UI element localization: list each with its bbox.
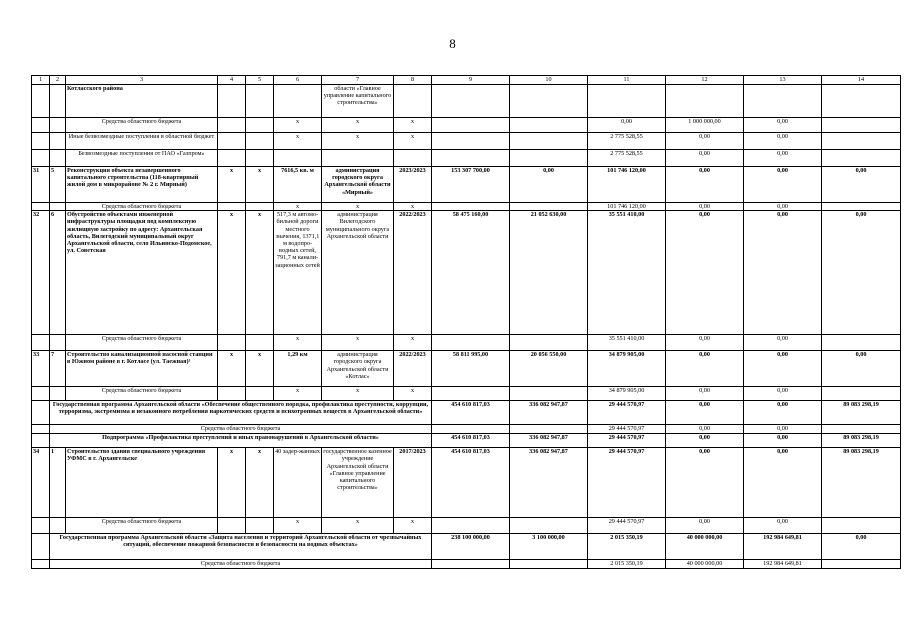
column-number: 13 (744, 76, 822, 85)
column-number: 3 (66, 76, 218, 85)
amount-cell: 0,00 (666, 133, 744, 150)
amount-cell: 0,00 (744, 425, 822, 434)
amount-cell: 29 444 570,97 (588, 425, 666, 434)
amount-cell: 40 000 000,00 (666, 534, 744, 560)
customer-org: государственное казенное учреждение Архангельской области «Главное управление капитального строительства» (322, 448, 394, 518)
amount-cell: 0,00 (744, 401, 822, 425)
cell-x: x (394, 387, 432, 401)
row-subnumber: 6 (50, 211, 66, 335)
amount-cell: 153 307 700,00 (432, 167, 510, 203)
cell-x: x (246, 351, 274, 387)
cell-x: x (274, 118, 322, 133)
program-title: Государственная программа Архангельской области «Обеспечение общественного порядка, профилактика преступности, коррупции, терроризма, экстремизма и незаконного потребления наркотических средств и психотропных веществ в Архангельской области» (50, 401, 432, 425)
amount-cell: 89 083 298,19 (822, 401, 901, 425)
table-row (32, 534, 901, 560)
amount-cell: 34 879 905,00 (588, 387, 666, 401)
funding-source: Средства областного бюджета (66, 387, 218, 401)
amount-cell: 35 551 410,00 (588, 211, 666, 335)
cell-x: x (322, 133, 394, 150)
amount-cell: 58 811 995,00 (432, 351, 510, 387)
cell-x: x (322, 203, 394, 211)
amount-cell: 0,00 (666, 211, 744, 335)
column-number-row (32, 76, 901, 85)
customer-org: области «Главное управление капитального строительства» (322, 85, 394, 118)
amount-cell: 0,00 (666, 351, 744, 387)
amount-cell: 0,00 (666, 518, 744, 534)
amount-cell: 0,00 (744, 118, 822, 133)
amount-cell: 0,00 (744, 133, 822, 150)
amount-cell: 29 444 570,97 (588, 434, 666, 448)
cell-x: x (246, 448, 274, 518)
amount-cell: 0,00 (744, 203, 822, 211)
column-number: 2 (50, 76, 66, 85)
cell-x: x (274, 518, 322, 534)
amount-cell: 2 775 528,55 (588, 133, 666, 150)
amount-cell: 29 444 570,97 (588, 448, 666, 518)
amount-cell: 0,00 (666, 401, 744, 425)
row-subnumber: 1 (50, 448, 66, 518)
cell-x: x (246, 211, 274, 335)
cell-x: x (218, 351, 246, 387)
amount-cell: 89 083 298,19 (822, 434, 901, 448)
object-name: Строительство здания специального учреждения УФМС в г. Архангельске (66, 448, 218, 518)
amount-cell: 2 015 350,19 (588, 534, 666, 560)
funding-source: Средства областного бюджета (66, 335, 218, 351)
capacity-cell: 40 задер-жанных (274, 448, 322, 518)
table-row (32, 150, 901, 167)
customer-org: администрация Вилегодского муниципального округа Архангельской области (322, 211, 394, 335)
amount-cell: 101 746 120,00 (588, 167, 666, 203)
cell-x: x (394, 133, 432, 150)
column-number: 8 (394, 76, 432, 85)
cell-x: x (274, 387, 322, 401)
amount-cell: 0,00 (744, 434, 822, 448)
table-row (32, 211, 901, 335)
amount-cell: 35 551 410,00 (588, 335, 666, 351)
row-number: 32 (32, 211, 50, 335)
table-row (32, 560, 901, 569)
amount-cell: 0,00 (666, 448, 744, 518)
cell-x: x (246, 167, 274, 203)
cell-x: x (322, 335, 394, 351)
object-name: Котласского района (66, 85, 218, 118)
column-number: 1 (32, 76, 50, 85)
years-cell: 2023/2023 (394, 167, 432, 203)
cell-x: x (274, 335, 322, 351)
amount-cell: 336 082 947,87 (510, 448, 588, 518)
amount-cell: 0,00 (666, 425, 744, 434)
object-name: Реконструкция объекта незавершенного капитального строительства (118-квартирный жилой дом в микрорайоне № 2 г. Мирный) (66, 167, 218, 203)
column-number: 10 (510, 76, 588, 85)
amount-cell: 1 000 000,00 (666, 118, 744, 133)
amount-cell: 0,00 (744, 211, 822, 335)
row-number: 33 (32, 351, 50, 387)
amount-cell: 454 610 817,03 (432, 434, 510, 448)
cell-x: x (394, 518, 432, 534)
amount-cell: 336 082 947,87 (510, 401, 588, 425)
table-row (32, 448, 901, 518)
years-cell: 2022/2023 (394, 351, 432, 387)
amount-cell: 0,00 (744, 518, 822, 534)
cell-x: x (274, 133, 322, 150)
amount-cell: 0,00 (822, 351, 901, 387)
column-number: 14 (822, 76, 901, 85)
capacity-cell: 517,3 м автомо-бильной дороги местного значения, 1371,1 м водопро-водных сетей, 791,7 м канали-зационных сетей (274, 211, 322, 335)
cell-x: x (322, 118, 394, 133)
column-number: 4 (218, 76, 246, 85)
table-row (32, 85, 901, 118)
amount-cell: 29 444 570,97 (588, 518, 666, 534)
column-number: 12 (666, 76, 744, 85)
table-row (32, 387, 901, 401)
amount-cell: 336 082 947,87 (510, 434, 588, 448)
cell-x: x (322, 518, 394, 534)
amount-cell: 0,00 (666, 335, 744, 351)
amount-cell: 0,00 (744, 167, 822, 203)
column-number: 6 (274, 76, 322, 85)
amount-cell: 29 444 570,97 (588, 401, 666, 425)
amount-cell: 0,00 (510, 167, 588, 203)
funding-source: Средства областного бюджета (66, 518, 218, 534)
cell-x: x (394, 118, 432, 133)
cell-x: x (394, 203, 432, 211)
table-row (32, 351, 901, 387)
amount-cell: 0,00 (744, 387, 822, 401)
amount-cell: 454 610 817,03 (432, 448, 510, 518)
amount-cell: 0,00 (666, 387, 744, 401)
amount-cell: 0,00 (744, 335, 822, 351)
row-number: 31 (32, 167, 50, 203)
table-row (32, 401, 901, 425)
cell-x: x (274, 203, 322, 211)
cell-x: x (218, 211, 246, 335)
row-subnumber: 5 (50, 167, 66, 203)
column-number: 7 (322, 76, 394, 85)
funding-source: Безвозмездные поступления от ПАО «Газпром» (66, 150, 218, 167)
years-cell: 2017/2023 (394, 448, 432, 518)
object-name: Строительство канализационной насосной станции в Южном районе в г. Котласе (ул. Таежная)¹ (66, 351, 218, 387)
amount-cell: 21 052 630,00 (510, 211, 588, 335)
amount-cell: 0,00 (666, 434, 744, 448)
amount-cell: 3 100 000,00 (510, 534, 588, 560)
cell-x: x (322, 387, 394, 401)
subprogram-title: Подпрограмма «Профилактика преступлений и иных правонарушений в Архангельской области» (50, 434, 432, 448)
amount-cell: 454 610 817,03 (432, 401, 510, 425)
table-row (32, 518, 901, 534)
customer-org: администрация городского округа Архангельской области «Мирный» (322, 167, 394, 203)
amount-cell: 20 056 550,00 (510, 351, 588, 387)
amount-cell: 58 475 160,00 (432, 211, 510, 335)
amount-cell: 34 879 905,00 (588, 351, 666, 387)
table-row (32, 203, 901, 211)
column-number: 5 (246, 76, 274, 85)
cell-x: x (394, 335, 432, 351)
funding-source: Средства областного бюджета (66, 118, 218, 133)
funding-source: Средства областного бюджета (50, 560, 432, 569)
amount-cell: 0,00 (822, 534, 901, 560)
amount-cell: 2 015 350,19 (588, 560, 666, 569)
table-row (32, 133, 901, 150)
amount-cell: 89 083 298,19 (822, 448, 901, 518)
amount-cell: 101 746 120,00 (588, 203, 666, 211)
customer-org: администрация городского округа Архангельской области «Котлас» (322, 351, 394, 387)
amount-cell: 0,00 (666, 203, 744, 211)
capacity-cell: 7616,5 кв. м (274, 167, 322, 203)
table-row (32, 434, 901, 448)
amount-cell: 0,00 (588, 118, 666, 133)
row-subnumber: 7 (50, 351, 66, 387)
amount-cell: 192 984 649,81 (744, 534, 822, 560)
column-number: 11 (588, 76, 666, 85)
amount-cell: 0,00 (822, 211, 901, 335)
amount-cell: 0,00 (666, 167, 744, 203)
amount-cell: 0,00 (744, 448, 822, 518)
amount-cell: 192 984 649,81 (744, 560, 822, 569)
table-row (32, 335, 901, 351)
row-number: 34 (32, 448, 50, 518)
amount-cell: 238 100 000,00 (432, 534, 510, 560)
program-title: Государственная программа Архангельской области «Защита населения и территорий Архангельской области от чрезвычайных ситуаций, обеспечение пожарной безопасности и безопасности на водных объектах» (50, 534, 432, 560)
cell-x: x (218, 448, 246, 518)
page-number: 8 (449, 36, 456, 51)
amount-cell: 0,00 (666, 150, 744, 167)
object-name: Обустройство объектами инженерной инфраструктуры площадки под комплексную жилищную застройку по адресу: Архангельская область, Вилегодский муниципальный округ Архангельской области, село Ильинско-Подомское, ул. Советская (66, 211, 218, 335)
funding-source: Иные безвозмездные поступления в областной бюджет (66, 133, 218, 150)
amount-cell: 0,00 (744, 351, 822, 387)
amount-cell: 40 000 000,00 (666, 560, 744, 569)
funding-source: Средства областного бюджета (66, 203, 218, 211)
years-cell: 2022/2023 (394, 211, 432, 335)
table-row (32, 167, 901, 203)
amount-cell: 0,00 (822, 167, 901, 203)
table-row (32, 118, 901, 133)
amount-cell: 0,00 (744, 150, 822, 167)
cell-x: x (218, 167, 246, 203)
table-row (32, 425, 901, 434)
funding-source: Средства областного бюджета (50, 425, 432, 434)
capacity-cell: 1,29 км (274, 351, 322, 387)
investment-table (31, 75, 901, 569)
column-number: 9 (432, 76, 510, 85)
amount-cell: 2 775 528,55 (588, 150, 666, 167)
